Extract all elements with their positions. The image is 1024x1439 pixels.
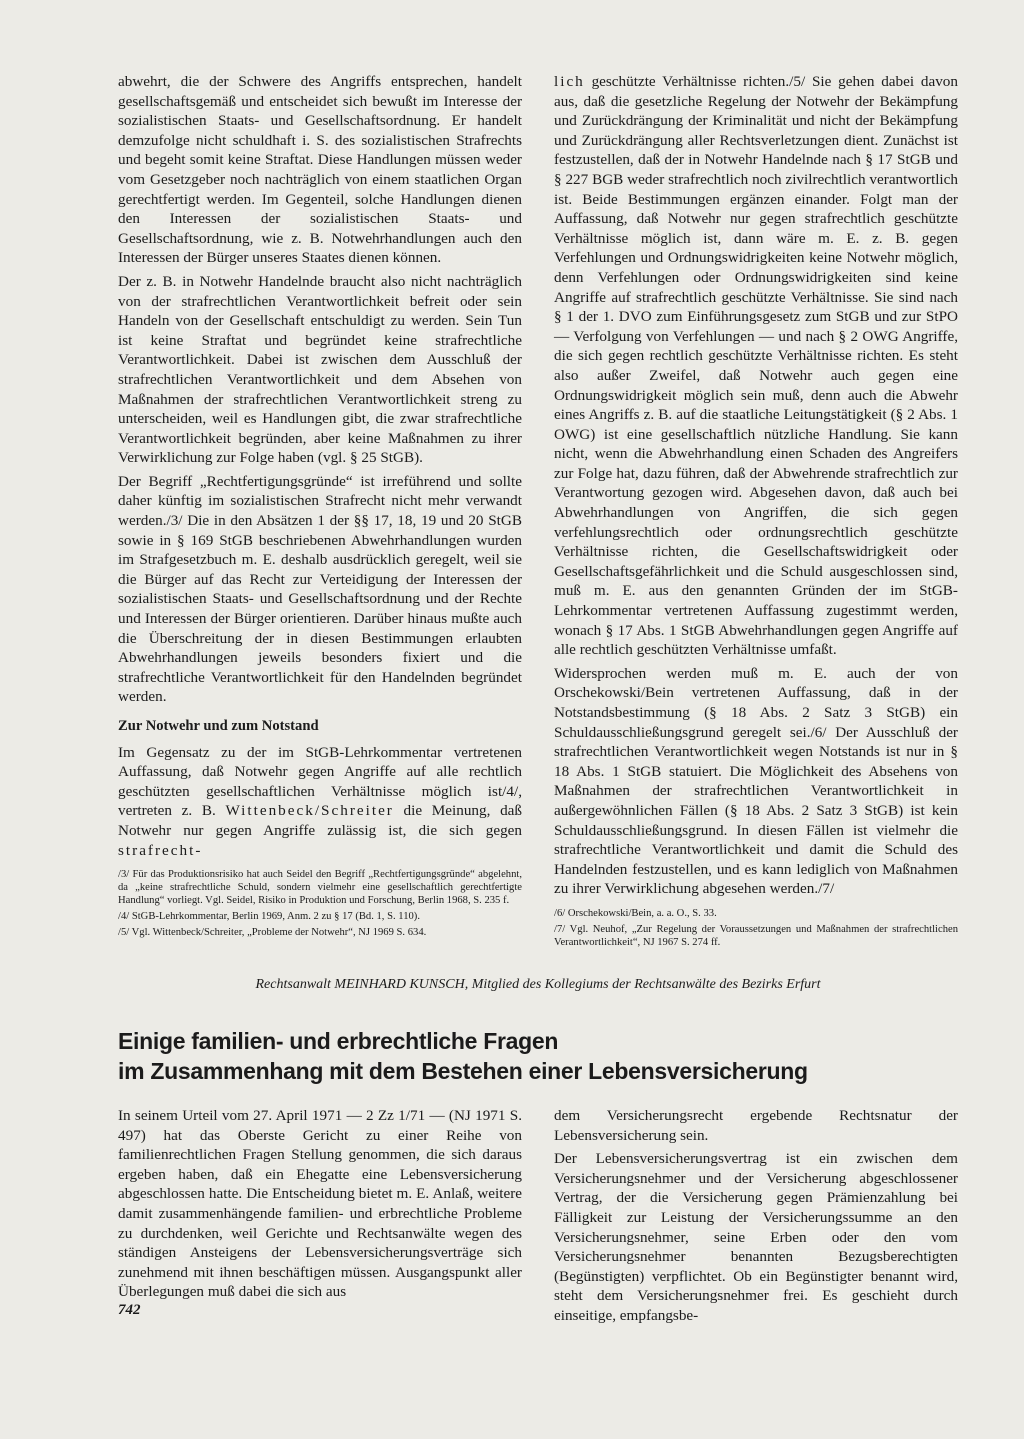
paragraph: Widersprochen werden muß m. E. auch der von Orschekowski/Bein vertretenen Auffassung, daß in der Notstandsbestimmung (§ 18 Abs. 2 Satz 3 StGB) ein Schuldausschließungsgrund geregelt sei./6/ Der Ausschluß der strafrechtlichen Verantwortlichkeit wegen Notstands ist nur in § 18 Abs. 1 StGB statuiert. Die Möglichkeit des Absehens von Maßnahmen der strafrechtlichen Verantwortlichkeit in außergewöhnlichen Fällen (§ 18 Abs. 2 Satz 3 StGB) ist kein Schuldausschließungsgrund. In diesen Fällen ist vielmehr die strafrechtliche Verantwortlichkeit und damit die Schuld des Handelnden festzustellen, und es kann lediglich von Maßnahmen zu ihrer Verwirklichung abgesehen werden./7/ — [554, 664, 958, 898]
paragraph: Der z. B. in Notwehr Handelnde braucht also nicht nachträglich von der strafrechtlichen Verantwortlichkeit befreit oder sein Handeln von der Gesellschaft entschuldigt zu werden. Sein Tun ist keine Straftat und begründet keine strafrechtliche Verantwortlichkeit. Dabei ist zwischen dem Ausschluß der strafrechtlichen Verantwortlichkeit und dem Absehen von Maßnahmen der strafrechtlichen Verantwortlichkeit streng zu unterscheiden, weil es Handlungen gibt, die zwar strafrechtliche Verantwortlichkeit begründen, aber keine Maßnahmen zu ihrer Verwirklichung zur Folge haben (vgl. § 25 StGB). — [118, 272, 522, 467]
left-column-bottom — [118, 1106, 522, 1306]
footnote: /4/ StGB-Lehrkommentar, Berlin 1969, Anm. 2 zu § 17 (Bd. 1, S. 110). — [118, 911, 420, 923]
paragraph-text: geschützte Verhältnisse richten./5/ Sie gehen dabei davon aus, daß die gesetzliche Regelung der Notwehr der Bekämpfung und Zurückdrängung der Kriminalität und nicht der Bekämpfung und Zurückdrängung aller Rechtsverletzungen dient. Zunächst ist festzustellen, daß der in Notwehr Handelnde nach § 17 StGB und § 227 BGB weder strafrechtlich noch zivilrechtlich verantwortlich ist. Beide Bestimmungen ergänzen einander. Folgt man der Auffassung, daß Notwehr nur gegen strafrechtlich geschützte Verhältnisse möglich ist, dann wäre m. E. z. B. gegen Verfehlungen und Ordnungswidrigkeiten keine Notwehr möglich, denn Verfehlungen oder Ordnungswidrigkeiten sind keine Angriffe auf strafrechtlich geschützte Verhältnisse. Sie sind nach § 1 der 1. DVO zum Einführungsgesetz zum StGB und zur StPO — Verfolgung von Verfehlungen — und nach § 2 OWG Angriffe, die sich gegen rechtlich geschützte Verhältnisse richten. Es steht also außer Zweifel, daß Notwehr auch gegen eine Ordnungswidrigkeit möglich sein muß, denn auch die Abwehr eines Angriffs z. B. auf die staatliche Leitungstätigkeit (§ 2 Abs. 1 OWG) ist eine gesellschaftlich nützliche Handlung. Sie kann nicht, wenn die Abwehrhandlung einen Schaden des Angreifers zur Folge hat, dazu führen, daß der Abwehrende strafrechtlich zur Verantwortung gezogen wird. Abgesehen davon, daß auch bei Abwehrhandlungen von Angriffen, die sich gegen verfehlungsrechtlich oder ordnungsrechtlich geschützte Verhältnisse richten, die Gesellschaftswidrigkeit oder Gesellschaftsgefährlichkeit und die Schuld ausgeschlossen sind, muß m. E. aus den genannten Gründen der im StGB-Lehrkommentar vertretenen Auffassung zugestimmt werden, wonach § 17 Abs. 1 StGB Abwehrhandlungen gegen Angriffe auf alle rechtlich geschützten Verhältnisse umfaßt. — [554, 73, 958, 659]
footnote: /3/ Für das Produktionsrisiko hat auch Seidel den Begriff „Rechtfertigungsgründe“ abgelehnt, da „keine strafrechtliche Schuld, sondern vielmehr eine gesellschaftlich gerechtfertigte Handlung“ vorliegt. Vgl. Seidel, Risiko in Produktion und Forschung, Berlin 1968, S. 235 f. — [118, 869, 522, 907]
right-column-top — [554, 72, 958, 952]
headline-line: Einige familien- und erbrechtliche Fragen — [118, 1028, 559, 1054]
paragraph-text: strafrecht- — [118, 841, 203, 859]
paragraph-text: lich — [554, 73, 585, 90]
author-names: Wittenbeck/Schreiter — [225, 802, 394, 820]
paragraph-text: Im Gegensatz zu der im StGB-Lehrkommentar vertretenen Auffassung, daß Notwehr gegen Angriffe auf alle rechtlich geschützten gesellschaftlichen Verhältnisse möglich ist/4/, vertreten z. B. — [118, 743, 522, 820]
paragraph: abwehrt, die der Schwere des Angriffs entsprechen, handelt gesellschaftsgemäß und entscheidet sich bewußt im Interesse der sozialistischen Staats- und Gesellschaftsordnung. Er handelt demzufolge nicht schuldhaft i. S. des sozialistischen Strafrechts und begeht somit keine Straftat. Diese Handlungen müssen weder vom Gesetzgeber noch nachträglich von einem staatlichen Organ gerechtfertigt werden. Im Gegenteil, solche Handlungen dienen den Interessen der sozialistischen Staats- und Gesellschaftsordnung, wie z. B. Notwehrhandlungen auch den Interessen der Bürger unseres Staates dienen können. — [118, 73, 522, 267]
right-column-bottom — [554, 1106, 958, 1330]
paragraph: Der Begriff „Rechtfertigungsgründe“ ist irreführend und sollte daher künftig im sozialistischen Strafrecht nicht mehr verwandt werden./3/ Die in den Absätzen 1 der §§ 17, 18, 19 und 20 StGB sowie in § 169 StGB beschriebenen Abwehrhandlungen wurden im Strafgesetzbuch m. E. deshalb ausdrücklich geregelt, weil sie die Bürger auf das Recht zur Verteidigung der Interessen der sozialistischen Staats- und Gesellschaftsordnung und der Rechte und Interessen der Bürger orientieren. Darüber hinaus mußte auch die Überschreitung der in diesen Bestimmungen erlaubten Abwehrhandlungen jeweils besonders fixiert und die strafrechtliche Verantwortlichkeit für den Handelnden begründet werden. — [118, 472, 522, 706]
article-headline — [118, 1026, 958, 1086]
footnote: /5/ Vgl. Wittenbeck/Schreiter, „Probleme der Notwehr“, NJ 1969 S. 634. — [118, 927, 427, 939]
paragraph: Der Lebensversicherungsvertrag ist ein zwischen dem Versicherungsnehmer und der Versicherung abgeschlossener Vertrag, der die Versicherung gegen Prämienzahlung bei Fälligkeit zur Leistung der Versicherungssumme an den Versicherungsnehmer, seine Erben oder den vom Versicherungsnehmer benannten Bezugsberechtigten (Begünstigten) verpflichtet. Ob ein Begünstigter benannt wird, steht dem Versicherungsnehmer frei. Es geschieht durch einseitige, empfangsbe- — [554, 1150, 958, 1324]
paragraph-text: die Meinung, daß Notwehr nur gegen Angriffe zulässig ist, die sich gegen — [118, 802, 522, 839]
headline-line: im Zusammenhang mit dem Bestehen einer Lebensversicherung — [118, 1058, 808, 1084]
paragraph: dem Versicherungsrecht ergebende Rechtsnatur der Lebensversicherung sein. — [554, 1107, 958, 1144]
paragraph — [118, 743, 522, 861]
footnote: /7/ Vgl. Neuhof, „Zur Regelung der Voraussetzungen und Maßnahmen der strafrechtlichen Verantwortlichkeit“, NJ 1967 S. 274 ff. — [554, 923, 958, 948]
page-number: 742 — [118, 1302, 141, 1318]
footnotes-left — [118, 868, 522, 939]
section-heading: Zur Notwehr und zum Notstand — [118, 718, 319, 734]
author-byline: Rechtsanwalt MEINHARD KUNSCH, Mitglied des Kollegiums der Rechtsanwälte des Bezirks Erfurt — [255, 977, 821, 992]
footnotes-right — [554, 907, 958, 949]
paragraph: In seinem Urteil vom 27. April 1971 — 2 Zz 1/71 — (NJ 1971 S. 497) hat das Oberste Gericht zu einer Reihe von familienrechtlichen Fragen Stellung genommen, die sich daraus ergeben haben, daß ein Ehegatte eine Lebensversicherung abgeschlossen hatte. Die Entscheidung bietet m. E. Anlaß, weitere damit zusammenhängende familien- und erbrechtliche Probleme zu durchdenken, weil Gerichte und Rechtsanwälte wegen des ständigen Ansteigens der Lebensversicherungsverträge sich zunehmend mit ihnen beschäftigen müssen. Ausgangspunkt aller Überlegungen muß dabei die sich aus — [118, 1107, 522, 1301]
footnote: /6/ Orschekowski/Bein, a. a. O., S. 33. — [554, 907, 717, 919]
paragraph — [554, 72, 958, 660]
left-column-top — [118, 72, 522, 942]
